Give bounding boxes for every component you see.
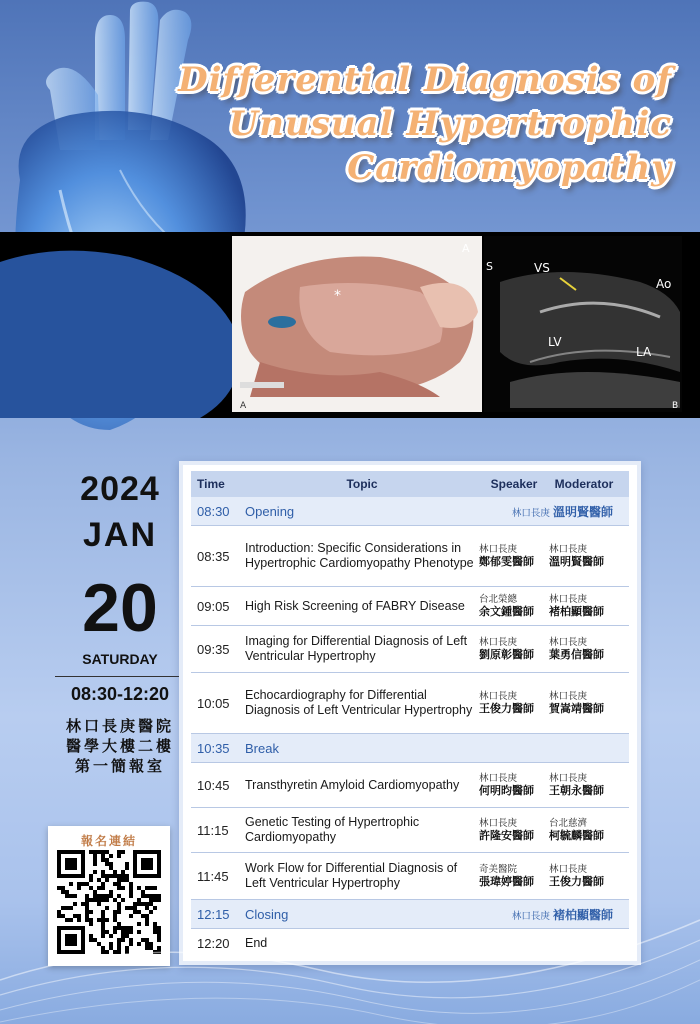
venue-line-3: 第一簡報室 — [74, 757, 165, 775]
row-topic: Imaging for Differential Diagnosis of Left Ventricular Hypertrophy — [245, 634, 468, 663]
row-time: 09:35 — [197, 641, 230, 657]
row-speaker — [479, 593, 549, 619]
speaker-name: 何明昀醫師 — [479, 785, 534, 797]
moderator-name: 褚柏顯醫師 — [552, 907, 613, 922]
specimen-mark: * — [334, 288, 341, 304]
panel-a-label: A — [240, 401, 247, 411]
row-time: 12:15 — [197, 906, 230, 922]
moderator-affiliation: 林口長庚 — [549, 637, 588, 648]
echo-label-a: A — [462, 242, 470, 255]
image-strip — [0, 232, 700, 418]
event-day: 20 — [82, 570, 158, 646]
venue-line-2: 醫學大樓二樓 — [65, 737, 174, 755]
moderator-name: 溫明賢醫師 — [549, 556, 604, 568]
table-row — [191, 673, 629, 734]
speaker-affiliation: 林口長庚 — [479, 544, 518, 555]
speaker-name: 鄭郁雯醫師 — [479, 556, 534, 568]
moderator-affiliation: 林口長庚 — [549, 594, 588, 605]
row-speaker — [479, 690, 549, 716]
echo-label-la: LA — [636, 345, 652, 359]
speaker-affiliation: 林口長庚 — [479, 691, 518, 702]
table-row — [191, 497, 629, 526]
moderator-affiliation: 林口長庚 — [549, 773, 588, 784]
row-time: 08:30 — [197, 503, 230, 519]
row-topic: High Risk Screening of FABRY Disease — [245, 598, 465, 613]
speaker-name: 劉原彰醫師 — [479, 649, 534, 661]
row-moderator — [549, 817, 619, 843]
row-topic: End — [245, 935, 268, 950]
row-time: 10:45 — [197, 777, 230, 793]
moderator-name: 溫明賢醫師 — [552, 504, 613, 519]
moderator-name: 柯毓麟醫師 — [549, 830, 604, 842]
echocardiogram-image — [462, 236, 682, 412]
row-time: 11:15 — [197, 822, 229, 838]
panel-b-label: B — [672, 401, 679, 411]
affiliation: 林口長庚 — [511, 507, 550, 519]
divider — [55, 676, 185, 677]
row-time: 10:05 — [197, 695, 230, 711]
row-speaker — [479, 636, 549, 662]
row-time: 08:35 — [197, 548, 230, 564]
row-topic: Opening — [245, 503, 295, 519]
speaker-affiliation: 奇美醫院 — [479, 864, 518, 875]
row-time: 12:20 — [197, 935, 230, 951]
event-venue — [55, 716, 185, 776]
row-topic: Closing — [245, 906, 289, 922]
header-moderator: Moderator — [554, 477, 614, 491]
speaker-affiliation: 林口長庚 — [479, 637, 518, 648]
speaker-name: 余文鍾醫師 — [479, 606, 534, 618]
qr-label: 報名連結 — [80, 834, 137, 848]
event-month: JAN — [82, 516, 158, 554]
row-moderator — [549, 690, 619, 716]
poster-title — [172, 58, 672, 190]
moderator-affiliation: 林口長庚 — [549, 691, 588, 702]
row-time: 09:05 — [197, 598, 230, 614]
table-row — [191, 587, 629, 626]
table-row — [191, 626, 629, 673]
moderator-affiliation: 林口長庚 — [549, 864, 588, 875]
speaker-affiliation: 林口長庚 — [479, 818, 518, 829]
row-topic: Genetic Testing of Hypertrophic Cardiomyopathy — [245, 815, 420, 844]
row-topic: Echocardiography for Differential Diagnosis of Left Ventricular Hypertrophy — [245, 688, 473, 717]
table-row — [191, 526, 629, 587]
speaker-name: 張瑋婷醫師 — [479, 876, 534, 888]
venue-line-1: 林口長庚醫院 — [65, 717, 174, 735]
table-row — [191, 734, 629, 763]
header-speaker: Speaker — [490, 477, 538, 491]
row-topic: Transthyretin Amyloid Cardiomyopathy — [245, 777, 460, 792]
moderator-name: 賀嵩靖醫師 — [549, 703, 604, 715]
row-time: 11:45 — [197, 868, 229, 884]
row-moderator-span — [512, 503, 613, 520]
moderator-name: 王俊力醫師 — [549, 876, 604, 888]
moderator-name: 王朝永醫師 — [549, 785, 604, 797]
row-topic: Work Flow for Differential Diagnosis of Left Ventricular Hypertrophy — [245, 861, 458, 890]
echo-label-lv: LV — [548, 335, 562, 349]
title-line-2: Unusual Hypertrophic — [228, 104, 672, 144]
title-line-1: Differential Diagnosis of — [178, 60, 672, 100]
event-time: 08:30-12:20 — [70, 684, 170, 704]
event-weekday: SATURDAY — [82, 651, 158, 667]
table-row — [191, 763, 629, 808]
moderator-affiliation: 林口長庚 — [549, 544, 588, 555]
header-topic: Topic — [346, 477, 378, 491]
speaker-name: 許隆安醫師 — [479, 830, 534, 842]
row-moderator — [549, 772, 619, 798]
row-speaker — [479, 817, 549, 843]
echo-label-s: S — [486, 260, 493, 273]
row-speaker — [479, 543, 549, 569]
moderator-name: 葉勇信醫師 — [549, 649, 604, 661]
echo-label-vs: VS — [534, 261, 550, 275]
speaker-affiliation: 台北榮總 — [479, 594, 518, 605]
moderator-affiliation: 台北慈濟 — [549, 818, 588, 829]
moderator-name: 褚柏顯醫師 — [549, 606, 604, 618]
row-moderator — [549, 593, 619, 619]
header-time: Time — [197, 477, 225, 491]
echo-label-ao: Ao — [656, 277, 672, 291]
table-header — [191, 471, 629, 497]
row-speaker — [479, 772, 549, 798]
row-moderator — [549, 543, 619, 569]
table-row — [191, 808, 629, 853]
row-topic: Introduction: Specific Considerations in Hypertrophic Cardiomyopathy Phenotype — [245, 541, 474, 570]
row-time: 10:35 — [197, 740, 230, 756]
speaker-name: 王俊力醫師 — [479, 703, 534, 715]
wave-decoration — [0, 860, 700, 1024]
specimen-image — [232, 236, 482, 412]
row-topic: Break — [245, 740, 279, 756]
title-line-3: Cardiomyopathy — [347, 148, 672, 188]
row-moderator — [549, 636, 619, 662]
event-year: 2024 — [80, 470, 160, 508]
affiliation: 林口長庚 — [511, 910, 550, 922]
speaker-affiliation: 林口長庚 — [479, 773, 518, 784]
